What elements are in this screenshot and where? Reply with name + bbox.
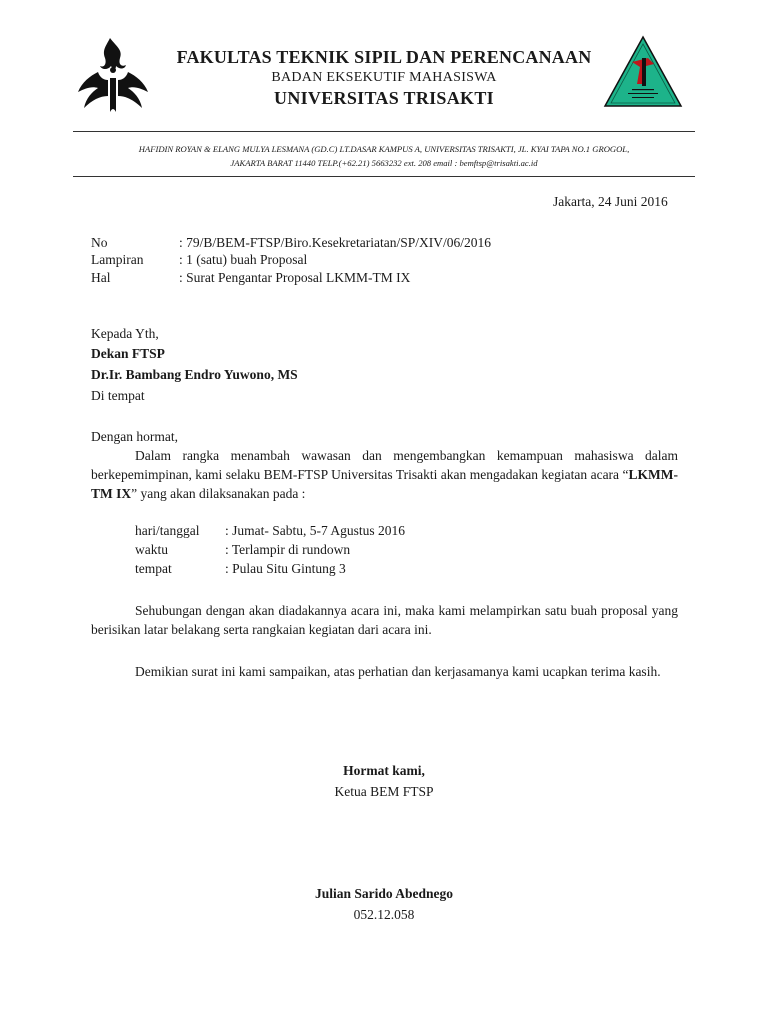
event-value: : Terlampir di rundown: [225, 542, 351, 557]
event-key: waktu: [135, 542, 168, 557]
header-rule-bottom: [73, 176, 695, 177]
address-line-2: JAKARTA BARAT 11440 TELP.(+62.21) 5663232 ext. 208 email : bemftsp@trisakti.ac.id: [230, 158, 538, 168]
event-key: hari/tanggal: [135, 523, 200, 538]
letter-date: Jakarta, 24 Juni 2016: [553, 194, 668, 209]
meta-row-number: [91, 235, 491, 251]
meta-value: : 79/B/BEM-FTSP/Biro.Kesekretariatan/SP/XIV/06/2016: [179, 235, 491, 250]
meta-key: No: [91, 235, 108, 250]
signer-name: Julian Sarido Abednego: [314, 886, 454, 901]
meta-value: : Surat Pengantar Proposal LKMM-TM IX: [179, 270, 411, 285]
header-rule-top: [73, 131, 695, 132]
recipient-title: Dekan FTSP: [91, 346, 165, 361]
address-line-1: HAFIDIN ROYAN & ELANG MULYA LESMANA (GD.C) LT.DASAR KAMPUS A, UNIVERSITAS TRISAKTI, JL. KYAI TAPA NO.1 GROGOL,: [138, 144, 630, 154]
intro-tail: yang akan dilaksanakan pada :: [137, 486, 306, 501]
meta-key: Hal: [91, 270, 111, 285]
meta-row-subject: [91, 270, 410, 286]
event-open-quote: “: [622, 467, 629, 482]
recipient-greeting: Kepada Yth,: [91, 326, 159, 341]
faculty-name: FAKULTAS TEKNIK SIPIL DAN PERENCANAAN: [176, 47, 592, 67]
event-value: : Pulau Situ Gintung 3: [225, 561, 346, 576]
closing-paragraph: Demikian surat ini kami sampaikan, atas perhatian dan kerjasamanya kami ucapkan terima kasih.: [135, 664, 661, 679]
meta-key: Lampiran: [91, 252, 144, 267]
event-value: : Jumat- Sabtu, 5-7 Agustus 2016: [225, 523, 406, 538]
recipient-name: Dr.Ir. Bambang Endro Yuwono, MS: [91, 367, 298, 382]
event-key: tempat: [135, 561, 172, 576]
intro-text: Dalam rangka menambah wawasan dan mengembangkan kemampuan mahasiswa dalam berkepemimpinan, kami selaku BEM-FTSP Universitas Trisakti akan mengadakan kegiatan acara: [91, 448, 678, 482]
intro-paragraph: [91, 446, 678, 503]
address-block: [70, 142, 698, 170]
sign-greeting: Hormat kami,: [343, 763, 425, 778]
proposal-paragraph: Sehubungan dengan akan diadakannya acara ini, maka kami melampirkan satu buah proposal yang berisikan latar belakang serta rangkaian kegiatan dari acara ini.: [91, 603, 678, 637]
recipient-place: Di tempat: [91, 388, 145, 403]
meta-value: : 1 (satu) buah Proposal: [179, 252, 308, 267]
event-name: LKMM-TM IX: [91, 467, 678, 501]
university-name: UNIVERSITAS TRISAKTI: [274, 88, 494, 108]
event-row-place: [135, 561, 346, 577]
signer-id: 052.12.058: [353, 907, 415, 922]
salutation: Dengan hormat,: [91, 429, 178, 444]
event-row-time: [135, 542, 350, 558]
sign-role: Ketua BEM FTSP: [334, 784, 434, 799]
event-row-date: [135, 523, 405, 539]
event-close-quote: ”: [131, 486, 138, 501]
meta-row-attachment: [91, 252, 307, 268]
bem-name: BADAN EKSEKUTIF MAHASISWA: [271, 70, 497, 85]
